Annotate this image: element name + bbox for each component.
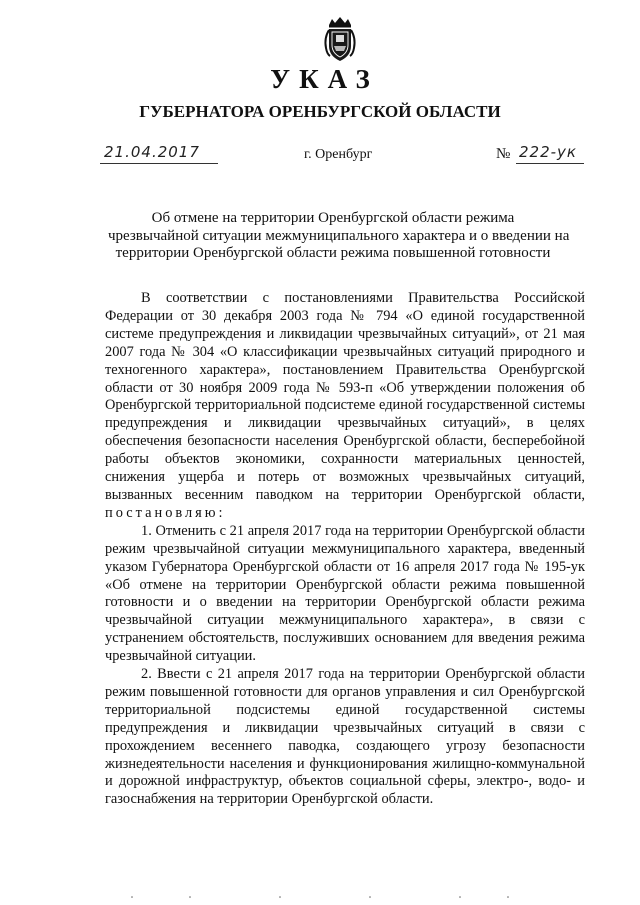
document-type-heading: УКАЗ (270, 64, 379, 94)
handwritten-date: 21.04.2017 (104, 143, 200, 161)
city-label: г. Оренбург (304, 147, 373, 162)
decree-item-2: 2. Ввести с 21 апреля 2017 года на территории Оренбургской области режим повышенной готовности для органов управления и сил Оренбургской территориальной подсистемы единой государственной системы предупреждения и ликвидации чрезвычайных ситуаций в связи с прохождением весеннего паводка, создающего угрозу безопасности жизнедеятельности населения и функционирования жилищно-коммунальной и дорожной инфраструктур, объектов социальной сферы, электро-, водо- и газоснабжения на территории Оренбургской области. (105, 666, 585, 808)
scan-artifact-dots (130, 895, 510, 899)
title-line: Об отмене на территории Оренбургской области режима (151, 210, 515, 226)
date-underline (100, 163, 218, 164)
coat-of-arms-emblem (322, 16, 358, 62)
number-underline (516, 163, 584, 164)
title-line: территории Оренбургской области режима повышенной готовности (115, 245, 551, 261)
document-title (108, 210, 570, 263)
preamble-text: В соответствии с постановлениями Правительства Российской Федерации от 30 декабря 2003 года № 794 «О единой государственной системе предупреждения и ликвидации чрезвычайных ситуаций», от 21 мая 2007 года № 304 «О классификации чрезвычайных ситуаций природного и техногенного характера», постановлением Правительства Оренбургской области от 30 ноября 2009 года № 593-п «Об утверждении положения об Оренбургской территориальной подсистеме единой государственной системы предупреждения и ликвидации чрезвычайных ситуаций», в целях обеспечения безопасности населения Оренбургской области, бесперебойной работы объектов экономики, сохранности материальных ценностей, снижения ущерба и потерь от возможных чрезвычайных ситуаций, вызванных весенним паводком на территории Оренбургской области, (105, 290, 585, 503)
document-body (105, 290, 585, 809)
decree-word: постановляю: (105, 504, 226, 521)
preamble-paragraph (105, 290, 585, 523)
decree-item-1: 1. Отменить с 21 апреля 2017 года на территории Оренбургской области режим чрезвычайной ситуации межмуниципального характера, введенный указом Губернатора Оренбургской области от 16 апреля 2017 года № 195-ук «Об отмене на территории Оренбургской области режима повышенной готовности и о введении на территории Оренбургской области режима чрезвычайной ситуации межмуниципального характера», в связи с устранением обстоятельств, послуживших основанием для введения режима чрезвычайной ситуации. (105, 522, 585, 665)
issuing-authority-heading: ГУБЕРНАТОРА ОРЕНБУРГСКОЙ ОБЛАСТИ (139, 102, 501, 121)
title-line: чрезвычайной ситуации межмуниципального характера и о введении на (108, 227, 570, 244)
handwritten-number: 222-ук (519, 143, 577, 161)
number-sign: № (496, 146, 511, 162)
